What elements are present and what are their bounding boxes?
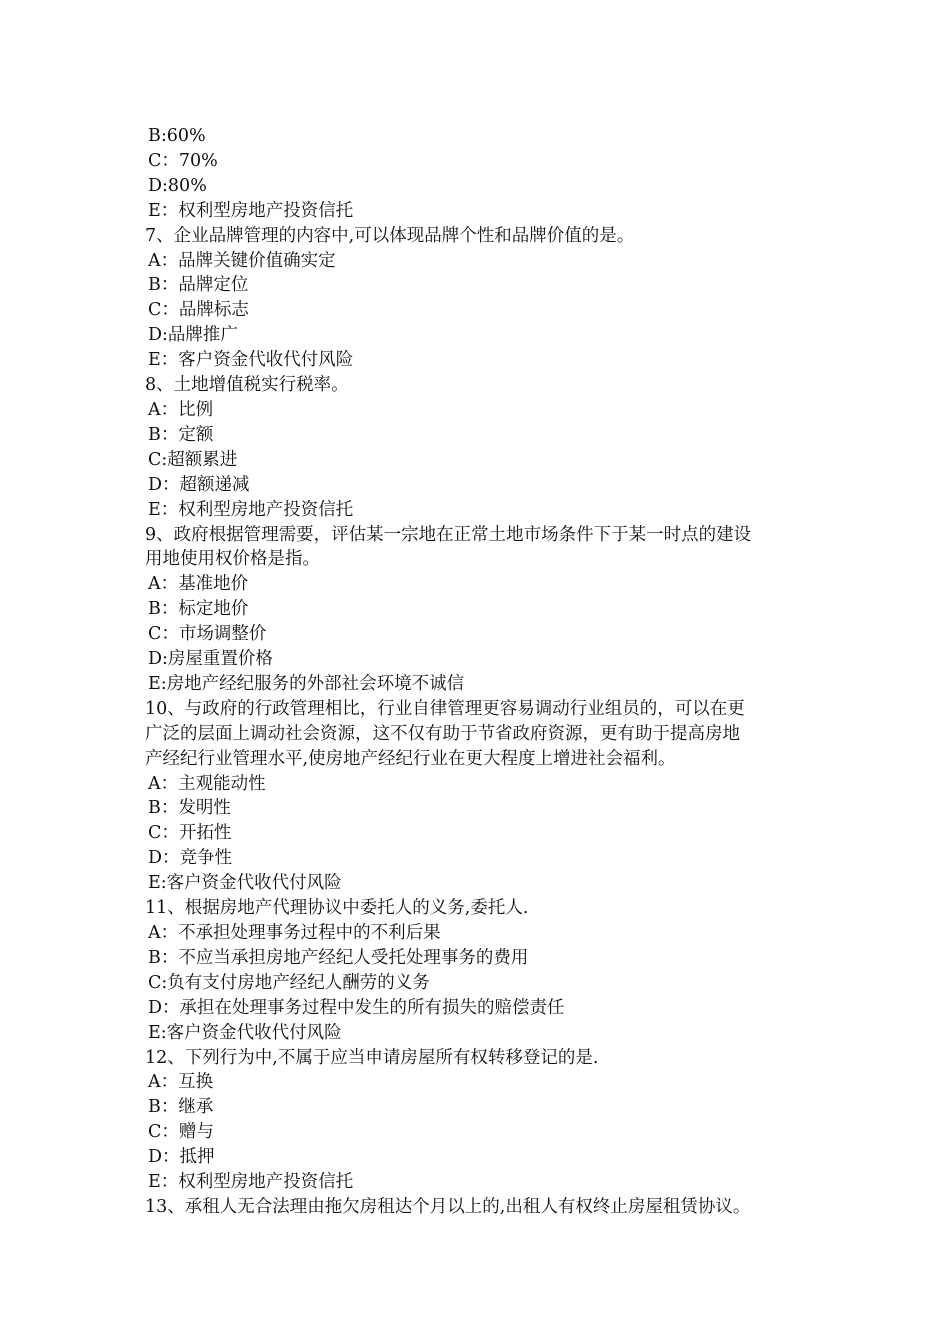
document-body: [145, 124, 815, 1220]
answer-option: C：开拓性: [148, 823, 232, 844]
question-text: 广泛的层面上调动社会资源，这不仅有助于节省政府资源，更有助于提高房地: [145, 723, 740, 744]
answer-option: C：市场调整价: [148, 624, 267, 645]
question-text: 12、下列行为中,不属于应当申请房屋所有权转移登记的是.: [145, 1047, 599, 1068]
answer-option: E：客户资金代收代付风险: [148, 350, 354, 371]
answer-option: A：品牌关键价值确实定: [148, 250, 336, 271]
answer-option: E:房地产经纪服务的外部社会环境不诚信: [148, 673, 465, 694]
answer-option: D：抵押: [148, 1147, 215, 1168]
answer-option: E:客户资金代收代付风险: [148, 1022, 342, 1043]
answer-option: B：发明性: [148, 798, 231, 819]
question-text: 11、根据房地产代理协议中委托人的义务,委托人.: [145, 898, 529, 919]
question-text: 用地使用权价格是指。: [145, 549, 320, 570]
answer-option: A：主观能动性: [148, 773, 266, 794]
answer-option: D：超额递减: [148, 474, 250, 495]
answer-option: B：定额: [148, 424, 214, 445]
answer-option: D:80%: [148, 175, 207, 196]
answer-option: B：不应当承担房地产经纪人受托处理事务的费用: [148, 947, 529, 968]
question-text: 7、企业品牌管理的内容中,可以体现品牌个性和品牌价值的是。: [145, 225, 635, 246]
answer-option: A：不承担处理事务过程中的不利后果: [148, 923, 441, 943]
question-text: 10、与政府的行政管理相比，行业自律管理更容易调动行业组员的，可以在更: [145, 698, 745, 719]
answer-option: B：品牌定位: [148, 275, 249, 296]
answer-option: D：承担在处理事务过程中发生的所有损失的赔偿责任: [148, 997, 565, 1018]
answer-option: A：互换: [148, 1072, 214, 1093]
answer-option: E：权利型房地产投资信托: [148, 1172, 354, 1193]
answer-option: D：竞争性: [148, 848, 233, 869]
answer-option: E：权利型房地产投资信托: [148, 499, 354, 520]
answer-option: E:客户资金代收代付风险: [148, 873, 342, 894]
question-text: 产经纪行业管理水平,使房地产经纪行业在更大程度上增进社会福利。: [145, 748, 676, 769]
question-text: 9、政府根据管理需要，评估某一宗地在正常土地市场条件下于某一时点的建设: [145, 524, 752, 545]
answer-option: D:房屋重置价格: [148, 649, 273, 670]
answer-option: D:品牌推广: [148, 325, 238, 346]
answer-option: C：品牌标志: [148, 300, 249, 321]
answer-option: B：标定地价: [148, 599, 249, 620]
answer-option: C:负有支付房地产经纪人酬劳的义务: [148, 972, 430, 993]
question-text: 8、土地增值税实行税率。: [145, 375, 349, 396]
answer-option: B:60%: [148, 126, 206, 146]
answer-option: C:超额累进: [148, 449, 238, 470]
answer-option: A：基准地价: [148, 574, 249, 595]
answer-option: B：继承: [148, 1097, 214, 1118]
question-text: 13、承租人无合法理由拖欠房租达个月以上的,出租人有权终止房屋租赁协议。: [145, 1196, 751, 1217]
answer-option: C：赠与: [148, 1122, 214, 1143]
answer-option: C：70%: [148, 150, 218, 171]
answer-option: A：比例: [148, 399, 214, 420]
answer-option: E：权利型房地产投资信托: [148, 200, 354, 221]
